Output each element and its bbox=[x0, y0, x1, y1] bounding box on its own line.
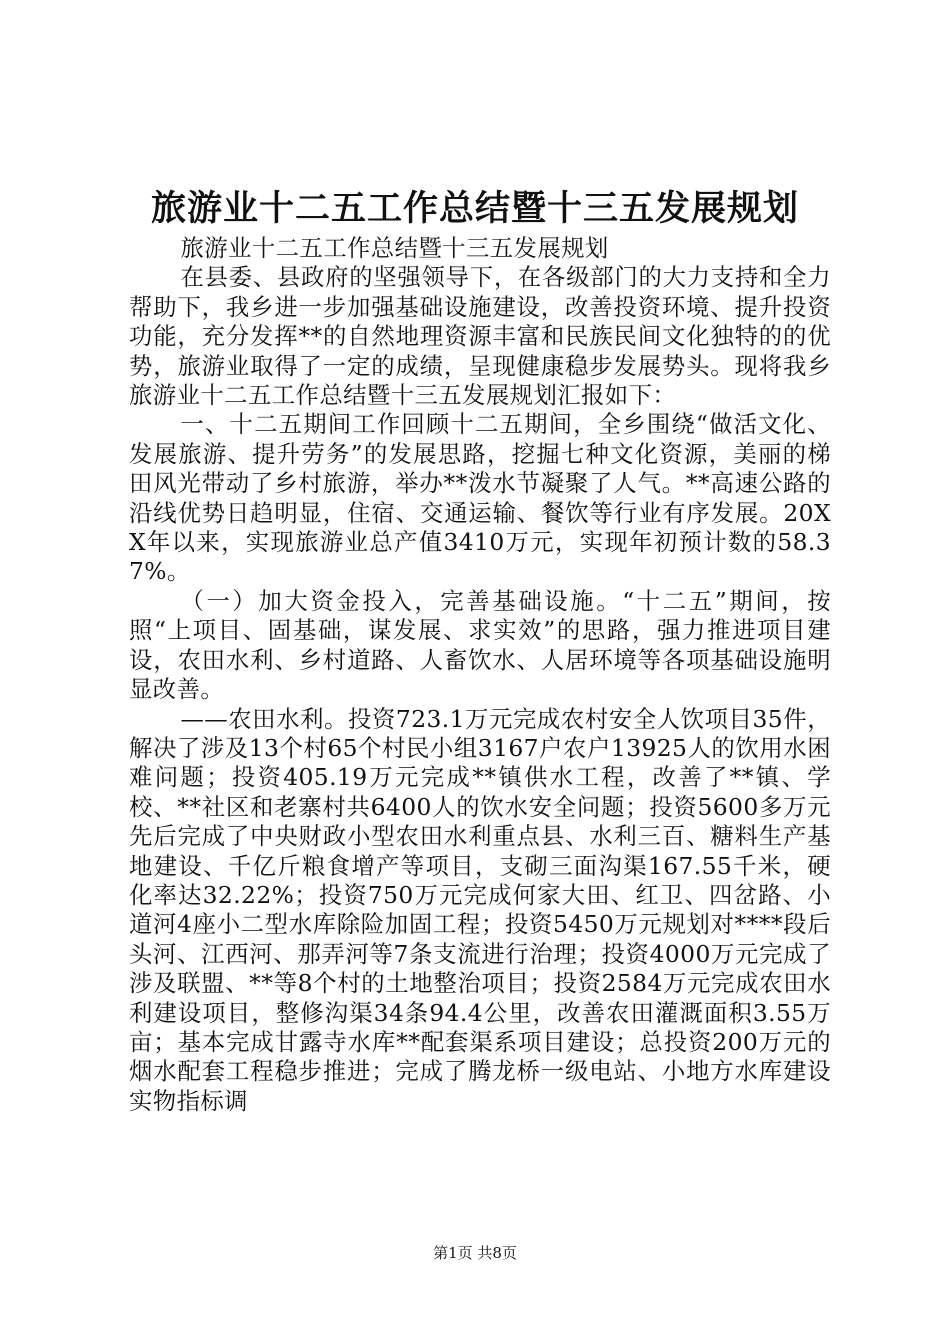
page-total: 共8页 bbox=[477, 1244, 517, 1262]
paragraph-subtitle: 旅游业十二五工作总结暨十三五发展规划 bbox=[180, 234, 609, 262]
page-number: 第1页 bbox=[433, 1244, 473, 1262]
paragraph-investment: （一）加大资金投入，完善基础设施。“十二五”期间，按照“上项目、固基础，谋发展、求实效”的思路，强力推进项目建设，农田水利、乡村道路、人畜饮水、人居环境等各项基础设施明显改善。 bbox=[129, 586, 831, 704]
document-title: 旅游业十二五工作总结暨十三五发展规划 bbox=[150, 188, 799, 229]
paragraph-water-conservancy: ——农田水利。投资723.1万元完成农村安全人饮项目35件，解决了涉及13个村65个村民小组3167户农户13925人的饮用水困难问题；投资405.19万元完成**镇供水工程，改善了**镇、学校、**社区和老寨村共6400人的饮水安全问题；投资5600多万元先后完成了中央财政小型农田水利重点县、水利三百、糖料生产基地建设、千亿斤粮食增产等项目，支砌三面沟渠167.55千米，硬化率达32.22%；投资750万元完成何家大田、红卫、四岔路、小道河4座小二型水库除险加固工程；投资5450万元规划对****段后头河、江西河、那弄河等7条支流进行治理；投资4000万元完成了涉及联盟、**等8个村的土地整治项目；投资2584万元完成农田水利建设项目，整修沟渠34条94.4公里，改善农田灌溉面积3.55万亩；基本完成甘露寺水库**配套渠系项目建设；总投资200万元的烟水配套工程稳步推进；完成了腾龙桥一级电站、小地方水库建设实物指标调 bbox=[129, 704, 831, 1115]
paragraph-intro: 在县委、县政府的坚强领导下，在各级部门的大力支持和全力帮助下，我乡进一步加强基础设施建设，改善投资环境、提升投资功能，充分发挥**的自然地理资源丰富和民族民间文化独特的的优势，旅游业取得了一定的成绩，呈现健康稳步发展势头。现将我乡旅游业十二五工作总结暨十三五发展规划汇报如下： bbox=[129, 263, 831, 410]
document-body bbox=[129, 234, 831, 1116]
page-footer bbox=[0, 1243, 950, 1263]
paragraph-review: 一、十二五期间工作回顾十二五期间，全乡围绕“做活文化、发展旅游、提升劳务”的发展思路，挖掘七种文化资源，美丽的梯田风光带动了乡村旅游，举办**泼水节凝聚了人气。**高速公路的沿线优势日趋明显，住宿、交通运输、餐饮等行业有序发展。20XX年以来，实现旅游业总产值3410万元，实现年初预计数的58.37%。 bbox=[129, 410, 831, 586]
